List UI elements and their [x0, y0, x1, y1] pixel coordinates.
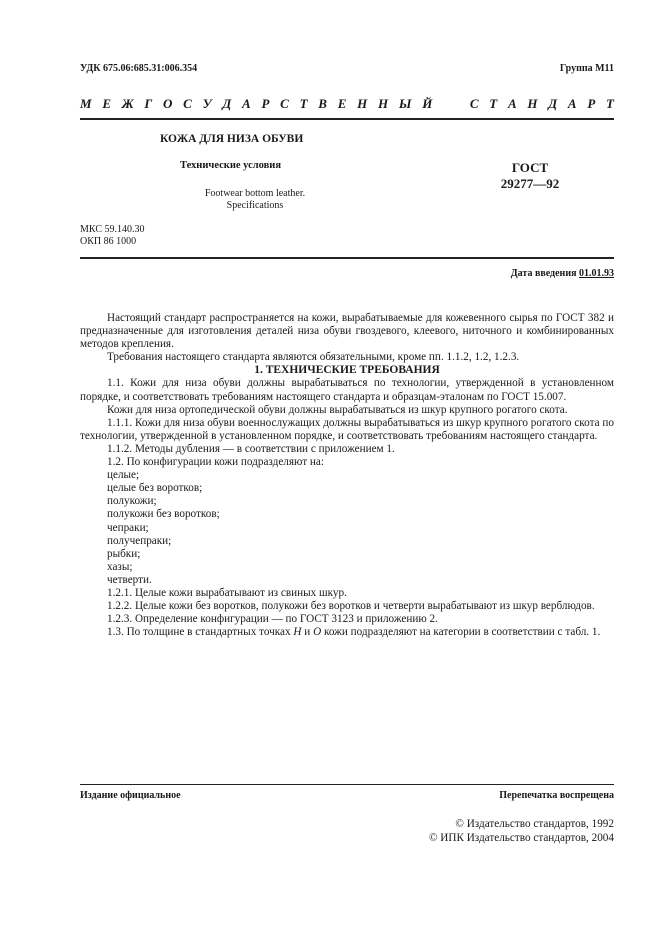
configuration-list-item: целые;: [107, 469, 140, 482]
banner-letter: Р: [261, 96, 270, 111]
banner-letter: У: [202, 96, 212, 111]
banner-letter: В: [318, 96, 327, 111]
clause-1-3: [80, 626, 614, 639]
introduction-date: [511, 268, 614, 279]
clause-1-2-3: 1.2.3. Определение конфигурации — по ГОСТ 3123 и приложению 2.: [107, 613, 438, 626]
banner-letter: С: [183, 96, 192, 111]
banner-letter: Ж: [121, 96, 134, 111]
document-body: [80, 312, 614, 639]
banner-letter: Т: [606, 96, 614, 111]
okp-code: ОКП 86 1000: [80, 236, 137, 247]
introduction-date-value: 01.01.93: [579, 268, 614, 279]
copyright-1992: © Издательство стандартов, 1992: [455, 818, 614, 830]
banner-letter: Н: [357, 96, 368, 111]
document-subtitle: Технические условия: [180, 160, 282, 171]
interstate-standard-banner: [80, 96, 614, 112]
banner-word-gap: [443, 96, 459, 112]
classifier-codes: [80, 224, 144, 248]
banner-letter: Е: [102, 96, 111, 111]
banner-letter: Н: [527, 96, 538, 111]
banner-letter: Д: [548, 96, 558, 111]
section-heading: 1. ТЕХНИЧЕСКИЕ ТРЕБОВАНИЯ: [254, 364, 440, 377]
header-bottom-divider: [80, 257, 614, 259]
english-title-line-2: Specifications: [226, 200, 284, 211]
configuration-list-item: хазы;: [107, 560, 133, 573]
banner-letter: Й: [422, 96, 433, 111]
gost-label: ГОСТ: [511, 160, 549, 175]
configuration-list-item: чепраки;: [107, 521, 149, 534]
point-o: О: [313, 626, 322, 639]
banner-letter: Т: [489, 96, 498, 111]
intro-paragraph-1: Настоящий стандарт распространяется на кожи, вырабатываемые для кожевенного сырья по ГОСТ 382 и предназначенные для изготовления деталей низа обуви гвоздевого, клеевого, ниточного и комбинированных методов крепления.: [80, 312, 614, 351]
clause-1-2-1: 1.2.1. Целые кожи вырабатывают из свиных шкур.: [107, 586, 347, 599]
configuration-list-item: полукожи без воротков;: [107, 508, 220, 521]
configuration-list-item: целые без воротков;: [107, 482, 203, 495]
clause-1-3-end: кожи подразделяют на категории в соответствии с табл. 1.: [321, 626, 601, 639]
configuration-list-item: рыбки;: [107, 547, 141, 560]
footer-divider: [80, 784, 614, 785]
clause-1-1-1: 1.1.1. Кожи для низа обуви военнослужащих должны вырабатываться из шкур крупного рогатого скота по технологии, утвержденной в установленном порядке, и соответствовать требованиям настоящего стандарта.: [80, 416, 614, 442]
mks-code: МКС 59.140.30: [80, 224, 145, 235]
top-divider: [80, 118, 614, 120]
banner-letter: Е: [337, 96, 347, 111]
copyright-block: [429, 817, 614, 845]
configuration-list-item: получепраки;: [107, 534, 172, 547]
gost-number: 29277—92: [500, 176, 560, 191]
copyright-2004: © ИПК Издательство стандартов, 2004: [428, 832, 614, 844]
banner-letter: С: [280, 96, 289, 111]
clause-1-1: 1.1. Кожи для низа обуви должны вырабатываться по технологии, утвержденной в установленном порядке, и соответствовать требованиям настоящего стандарта и образцам-эталонам по ГОСТ 15.007.: [80, 377, 614, 403]
clause-1-3-start: 1.3. По толщине в стандартных точках: [107, 626, 294, 639]
banner-letter: Ы: [398, 96, 412, 111]
banner-letter: А: [567, 96, 577, 111]
clause-1-2-2: 1.2.2. Целые кожи без воротков, полукожи без воротков и четверти вырабатывают из шкур верблюдов.: [107, 600, 595, 613]
banner-letter: А: [242, 96, 251, 111]
banner-letter: А: [507, 96, 517, 111]
banner-letter: Т: [299, 96, 308, 111]
english-title-line-1: Footwear bottom leather.: [204, 188, 306, 199]
banner-letter: Д: [222, 96, 232, 111]
udk-code: УДК 675.06:685.31:006.354: [80, 63, 198, 74]
clause-1-1-orthopedic: Кожи для низа ортопедической обуви должны вырабатываться из шкур крупного рогатого скота.: [107, 403, 568, 416]
official-edition-note: Издание официальное: [80, 790, 181, 801]
group-code: Группа М11: [559, 63, 614, 74]
document-title: КОЖА ДЛЯ НИЗА ОБУВИ: [160, 133, 304, 145]
configuration-list-item: полукожи;: [107, 495, 157, 508]
banner-letter: Р: [587, 96, 596, 111]
banner-letter: С: [469, 96, 479, 111]
banner-letter: М: [80, 96, 92, 111]
configuration-list-item: четверти.: [107, 573, 152, 586]
clause-1-2: 1.2. По конфигурации кожи подразделяют на:: [107, 456, 324, 469]
clause-1-1-2: 1.1.2. Методы дубления — в соответствии с приложением 1.: [107, 442, 395, 455]
english-title: [180, 188, 330, 212]
banner-letter: Г: [144, 96, 153, 111]
configuration-list: [80, 469, 614, 587]
introduction-date-label: Дата введения: [510, 268, 577, 279]
point-h: Н: [293, 626, 302, 639]
banner-letter: Н: [378, 96, 389, 111]
banner-letter: О: [163, 96, 173, 111]
clause-1-3-and: и: [301, 626, 314, 639]
intro-paragraph-2: Требования настоящего стандарта являются обязательными, кроме пп. 1.1.2, 1.2, 1.2.3.: [107, 351, 520, 364]
gost-designation: [490, 160, 570, 192]
reprint-prohibited-note: Перепечатка воспрещена: [499, 790, 614, 801]
